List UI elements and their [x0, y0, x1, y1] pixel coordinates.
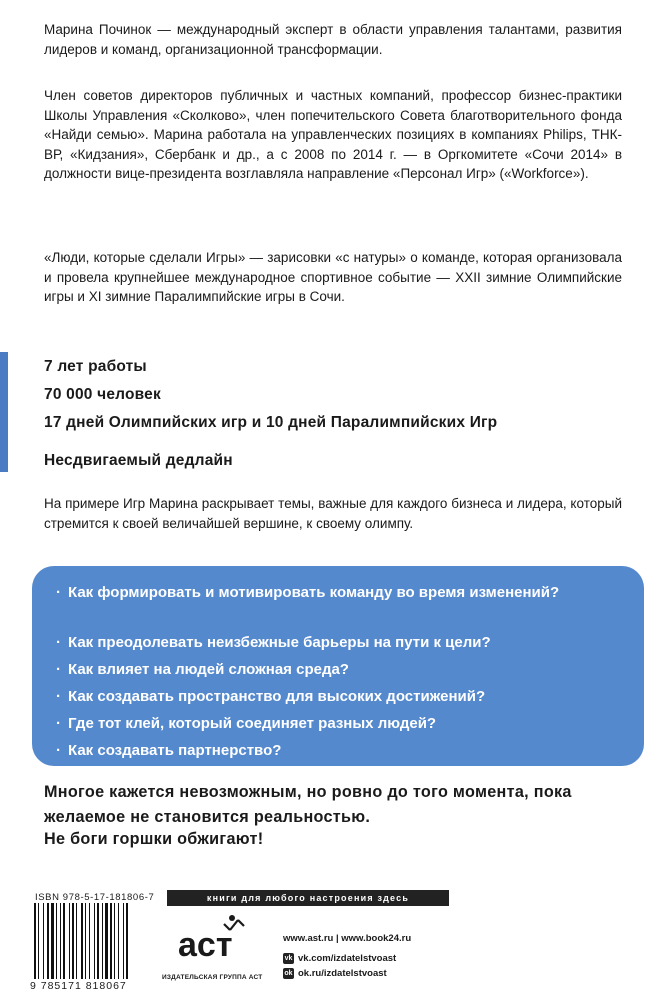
question-item: · Как создавать партнерство?	[56, 742, 282, 759]
question-item: · Как преодолевать неизбежные барьеры на пути к цели?	[56, 634, 491, 651]
stat-deadline: Несдвигаемый дедлайн	[44, 452, 233, 469]
vk-link: vk vk.com/izdatelstvoast	[284, 953, 397, 964]
publisher-name: ИЗДАТЕЛЬСКАЯ ГРУППА АСТ	[162, 974, 263, 981]
vk-icon: vk	[284, 955, 293, 962]
stats-accent-bar	[0, 352, 8, 472]
stat-years: 7 лет работы	[44, 358, 147, 375]
publisher-tagline: книги для любого настроения здесь	[167, 890, 449, 906]
ok-link: ok ok.ru/izdatelstvoast	[284, 968, 387, 979]
question-item: · Как формировать и мотивировать команду во время изменений?	[56, 584, 560, 601]
book-description: «Люди, которые сделали Игры» — зарисовки «с натуры» о команде, которая организовала и провела крупнейшее международное спортивное событие — XXII зимние Олимпийские игры и XI зимние Паралимпийские игры в Сочи.	[44, 250, 622, 304]
lead-paragraph: На примере Игр Марина раскрывает темы, важные для каждого бизнеса и лидера, который стремится к своей величайшей вершине, к своему олимпу.	[44, 496, 622, 531]
question-item: · Где тот клей, который соединяет разных людей?	[56, 715, 437, 732]
barcode	[32, 903, 150, 983]
closing-quote: Многое кажется невозможным, но ровно до того момента, пока желаемое не становится реальностью.	[44, 783, 572, 826]
ast-logo	[172, 912, 252, 974]
author-career: Член советов директоров публичных и частных компаний, профессор бизнес-практики Школы Управления «Сколково», член попечительского Совета благотворительного фонда «Найди семью». Марина работала на управленческих позициях в компаниях Philips, ТНК-ВР, «Кидзания», Сбербанк и др., а с 2008 по 2014 г. — в Оргкомитете «Сочи 2014» в должности вице-президента возглавляла направление «Персонал Игр» («Workforce»).	[44, 88, 622, 181]
closing-proverb: Не боги горшки обжигают!	[44, 830, 264, 848]
ok-icon: ok	[284, 970, 293, 977]
barcode-number: 9 785171 818067	[30, 980, 127, 992]
stat-people: 70 000 человек	[44, 386, 161, 403]
question-item: · Как создавать пространство для высоких достижений?	[56, 688, 486, 705]
question-item: · Как влияет на людей сложная среда?	[56, 661, 349, 678]
logo-text: аст	[178, 926, 233, 964]
author-bio: Марина Починок — международный эксперт в области управления талантами, развития лидеров и команд, организационной трансформации.	[44, 22, 622, 57]
websites: www.ast.ru | www.book24.ru	[283, 933, 412, 944]
stat-days: 17 дней Олимпийских игр и 10 дней Паралимпийских Игр	[44, 414, 498, 431]
isbn: ISBN 978-5-17-181806-7	[35, 892, 155, 903]
